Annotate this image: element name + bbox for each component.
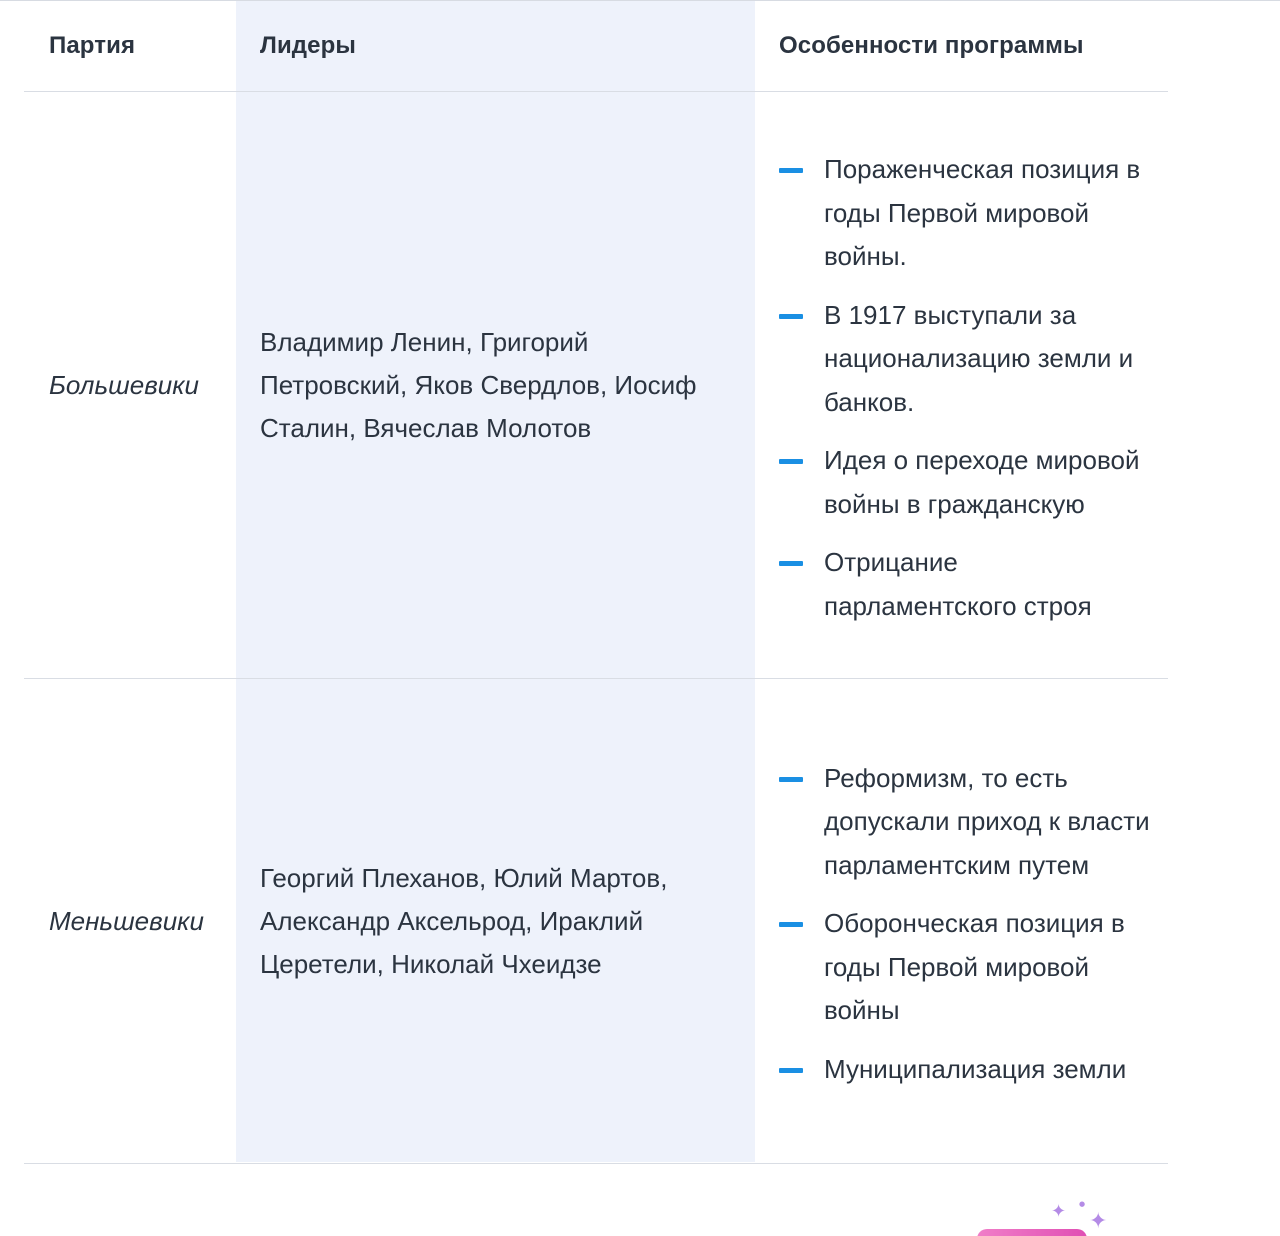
- feature-text: В 1917 выступали за национализацию земли и банков.: [824, 299, 1134, 417]
- feature-text: Реформизм, то есть допускали приход к власти парламентским путем: [824, 762, 1150, 880]
- sparkle-icon: ✦: [1089, 1209, 1108, 1234]
- feature-text: Оборончеcкая позиция в годы Первой мировой войны: [824, 908, 1125, 1026]
- table-row: [24, 679, 1168, 1164]
- sparkle-icon: ✦: [1051, 1201, 1067, 1222]
- dash-bullet-icon: [779, 459, 803, 464]
- feature-item: [779, 148, 1152, 279]
- party-name: Большевики: [49, 369, 199, 400]
- party-name: Меньшевики: [49, 905, 204, 936]
- leaders-cell: [236, 321, 755, 450]
- party-cell: [24, 906, 236, 937]
- feature-text: Отрицание парламентского строя: [824, 547, 1092, 621]
- dash-bullet-icon: [779, 922, 803, 927]
- dash-bullet-icon: [779, 168, 803, 173]
- feature-text: Идея о переходе мировой войны в гражданскую: [824, 445, 1140, 519]
- feature-item: [779, 757, 1152, 888]
- leaders-text: Георгий Плеханов, Юлий Мартов, Александр Аксельрод, Ираклий Церетели, Николай Чхеидзе: [260, 862, 668, 979]
- dash-bullet-icon: [779, 314, 803, 319]
- leaders-cell: [236, 857, 755, 986]
- dash-bullet-icon: [779, 1068, 803, 1073]
- feature-item: [779, 1048, 1152, 1092]
- party-cell: [24, 370, 236, 401]
- dash-bullet-icon: [779, 777, 803, 782]
- features-cell: [755, 751, 1168, 1092]
- features-cell: [755, 142, 1168, 628]
- header-features: Особенности программы: [779, 32, 1084, 59]
- table-row: [24, 92, 1168, 679]
- table-header-row: [24, 1, 1168, 92]
- features-list: [779, 757, 1152, 1092]
- feature-item: [779, 902, 1152, 1033]
- header-party: Партия: [49, 32, 136, 59]
- parties-table: [24, 1, 1168, 1164]
- pink-pill-icon: [977, 1229, 1087, 1236]
- feature-item: [779, 294, 1152, 425]
- decorative-sparkle-button: [975, 1201, 1115, 1236]
- feature-item: [779, 541, 1152, 628]
- feature-text: Муниципализация земли: [824, 1053, 1127, 1084]
- features-list: [779, 148, 1152, 628]
- sparkle-icon: ●: [1079, 1200, 1086, 1208]
- leaders-text: Владимир Ленин, Григорий Петровский, Яков Свердлов, Иосиф Сталин, Вячеслав Молотов: [260, 326, 697, 443]
- feature-item: [779, 439, 1152, 526]
- dash-bullet-icon: [779, 561, 803, 566]
- header-leaders: Лидеры: [260, 32, 356, 59]
- feature-text: Пораженческая позиция в годы Первой мировой войны.: [824, 154, 1141, 271]
